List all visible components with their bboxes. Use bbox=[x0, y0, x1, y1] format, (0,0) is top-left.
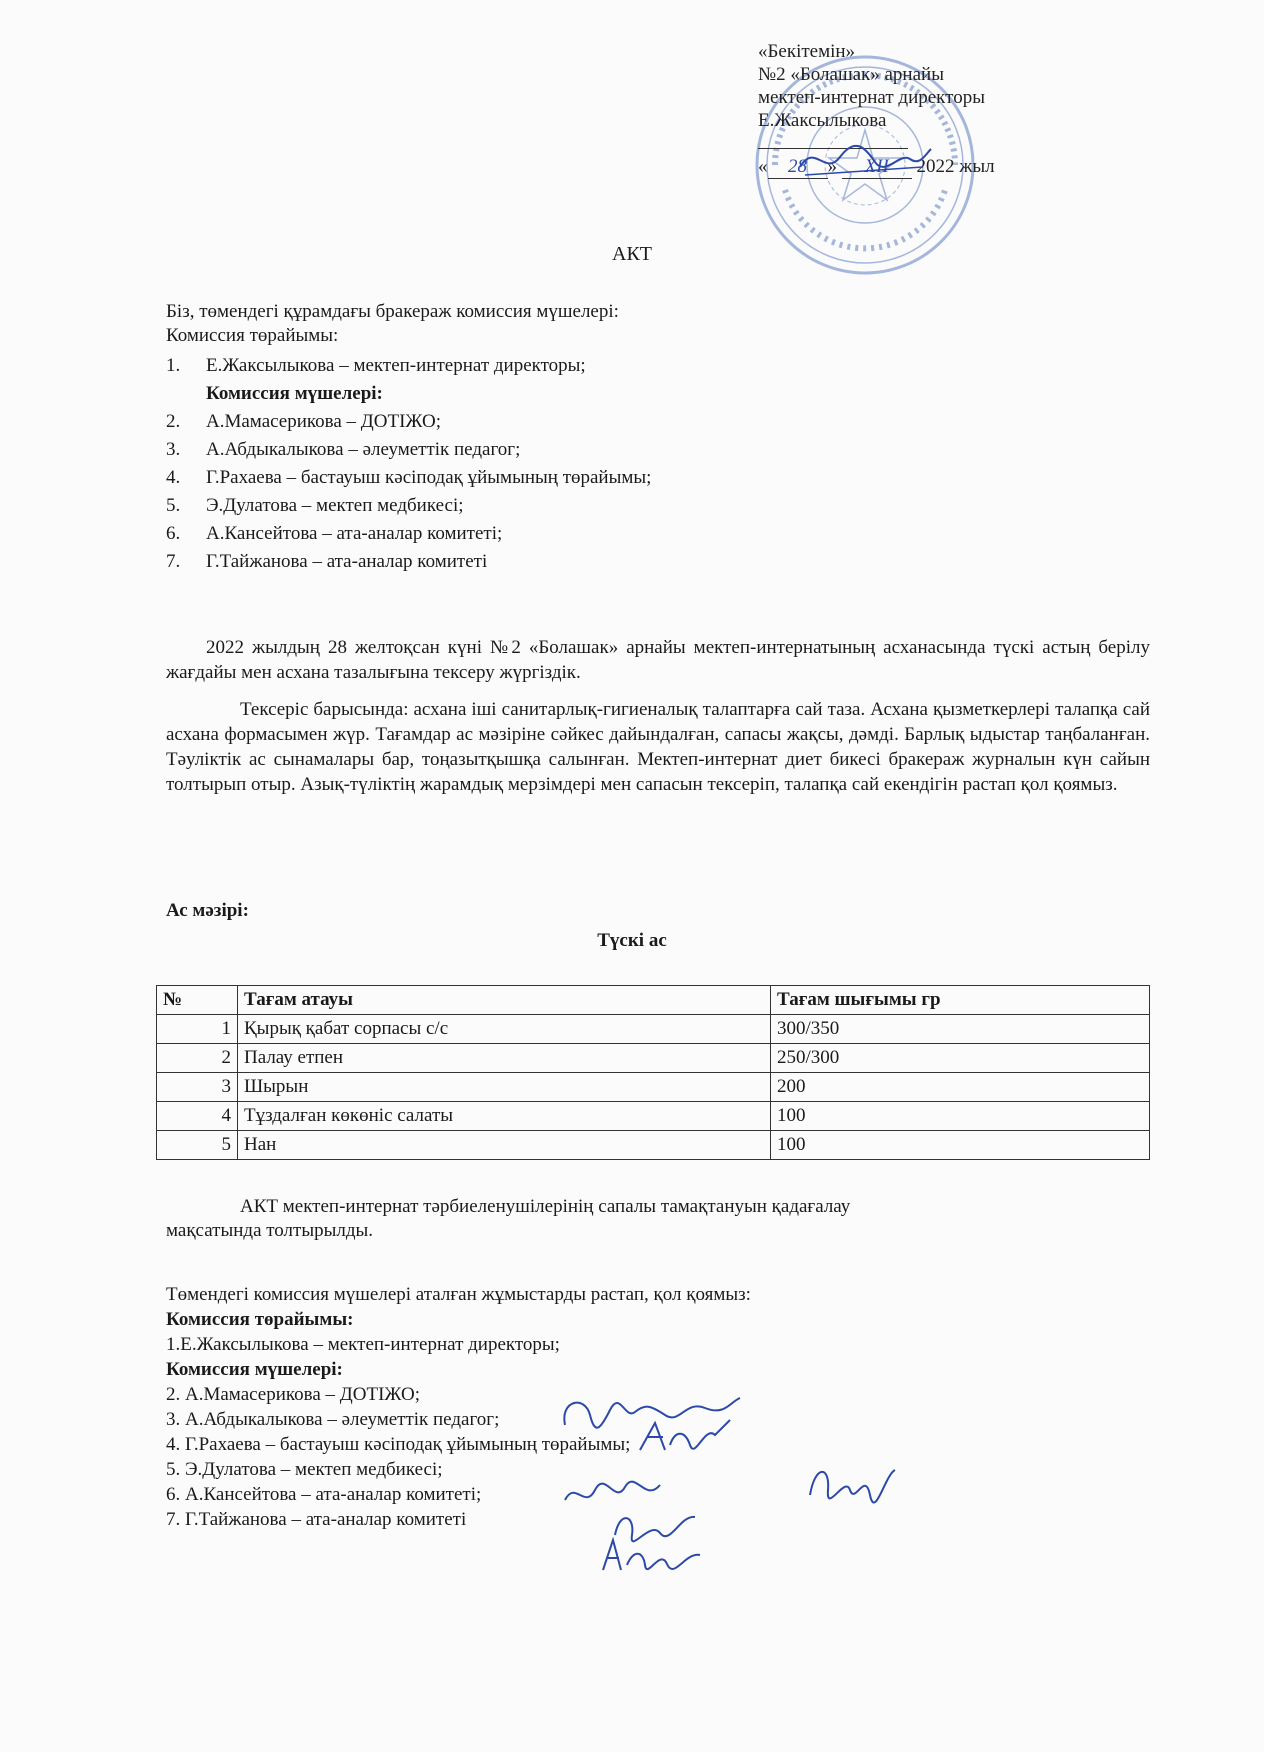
column-header: Тағам атауы bbox=[238, 986, 771, 1015]
menu-heading: Ас мәзірі: bbox=[166, 900, 249, 921]
table-row: 1 Қырық қабат сорпасы с/с 300/350 bbox=[157, 1015, 1150, 1044]
list-item: 6. А.Кансейтова – ата-аналар комитеті; bbox=[166, 1484, 482, 1505]
list-item: 2. А.Мамасерикова – ДОТІЖО; bbox=[166, 1384, 420, 1405]
closing-paragraph: АКТ мектеп-интернат тәрбиеленушілерінің сапалы тамақтануын қадағалау мақсатында толтырылды. bbox=[166, 1196, 851, 1241]
list-item: 2. А.Мамасерикова – ДОТІЖО; bbox=[166, 411, 441, 432]
list-item: 5. Э.Дулатова – мектеп медбикесі; bbox=[166, 1459, 443, 1480]
approval-day: 28 bbox=[768, 155, 828, 179]
signature-rakhaeva bbox=[800, 1455, 900, 1510]
commission-list bbox=[166, 352, 966, 576]
signature-abdykalykova bbox=[635, 1415, 735, 1460]
list-item: 4. Г.Рахаева – бастауыш кәсіподақ ұйымының төрайымы; bbox=[166, 1434, 631, 1455]
list-item: 7. Г.Тайжанова – ата-аналар комитеті bbox=[166, 551, 488, 572]
approval-line: мектеп-интернат директоры bbox=[758, 87, 985, 108]
list-item: 6. А.Кансейтова – ата-аналар комитеті; bbox=[166, 523, 503, 544]
document-title: АКТ bbox=[612, 243, 652, 265]
members-heading: Комиссия мүшелері: bbox=[166, 1359, 343, 1380]
list-item: 3. А.Абдыкалыкова – әлеуметтік педагог; bbox=[166, 1409, 500, 1430]
chair-heading: Комиссия төрайымы: bbox=[166, 1309, 354, 1330]
list-item: 7. Г.Тайжанова – ата-аналар комитеті bbox=[166, 1509, 467, 1530]
intro-line: Біз, төмендегі құрамдағы бракераж комиссия мүшелері: bbox=[166, 301, 619, 322]
members-heading: Комиссия мүшелері: bbox=[206, 383, 383, 404]
lunch-heading: Түскі ас bbox=[597, 930, 667, 951]
table-row: 5 Нан 100 bbox=[157, 1131, 1150, 1160]
findings-paragraph: Тексеріс барысында: асхана іші санитарлық-гигиеналық талаптарға сай таза. Асхана қызметкерлері талапқа сай асхана формасымен жүр. Тағамдар ас мәзіріне сәйкес дайындалған, сапасы жақсы, дәмді. Барлық ыдыстар таңбаланған. Тәуліктік ас сынамалары бар, тоңазытқышқа салынған. Мектеп-интернат диет бикесі бракераж журналын күн сайын толтырып отыр. Азық-түліктің жарамдық мерзімдері мен сапасын тексеріп, талапқа сай екендігін растап қол қоямыз. bbox=[166, 699, 1150, 795]
list-item: 4. Г.Рахаева – бастауыш кәсіподақ ұйымының төрайымы; bbox=[166, 467, 652, 488]
approval-month: XII bbox=[842, 155, 912, 179]
list-item: 5. Э.Дулатова – мектеп медбикесі; bbox=[166, 495, 464, 516]
column-header: № bbox=[157, 986, 238, 1015]
table-row: 2 Палау етпен 250/300 bbox=[157, 1044, 1150, 1073]
signature-taizhanova bbox=[595, 1530, 705, 1580]
list-item: 1.Е.Жаксылыкова – мектеп-интернат директоры; bbox=[166, 1334, 560, 1355]
list-item: 1. Е.Жаксылыкова – мектеп-интернат директоры; bbox=[166, 355, 586, 376]
approval-line: №2 «Болашак» арнайы bbox=[758, 64, 944, 85]
director-signature bbox=[795, 137, 935, 182]
column-header: Тағам шығымы гр bbox=[771, 986, 1150, 1015]
table-header-row bbox=[157, 986, 1150, 1015]
inspection-paragraph: 2022 жылдың 28 желтоқсан күні №2 «Болашак» арнайы мектеп-интернатының асханасында түскі астың берілу жағдайы мен асхана тазалығына тексеру жүргіздік. bbox=[166, 637, 1150, 683]
approval-year: 2022 жыл bbox=[916, 156, 995, 177]
approval-line: «Бекітемін» bbox=[758, 41, 856, 62]
confirmation-intro: Төмендегі комиссия мүшелері аталған жұмыстарды растап, қол қоямыз: bbox=[166, 1284, 751, 1305]
table-row: 3 Шырын 200 bbox=[157, 1073, 1150, 1102]
table-row: 4 Тұздалған көкөніс салаты 100 bbox=[157, 1102, 1150, 1131]
list-item: 3. А.Абдыкалыкова – әлеуметтік педагог; bbox=[166, 439, 521, 460]
intro-block bbox=[166, 300, 1150, 348]
approval-date: « 28 » XII 2022 жыл bbox=[758, 156, 995, 177]
menu-table bbox=[156, 985, 1150, 1160]
intro-line: Комиссия төрайымы: bbox=[166, 325, 339, 346]
approval-signatory: Е.Жаксылыкова bbox=[758, 110, 887, 131]
